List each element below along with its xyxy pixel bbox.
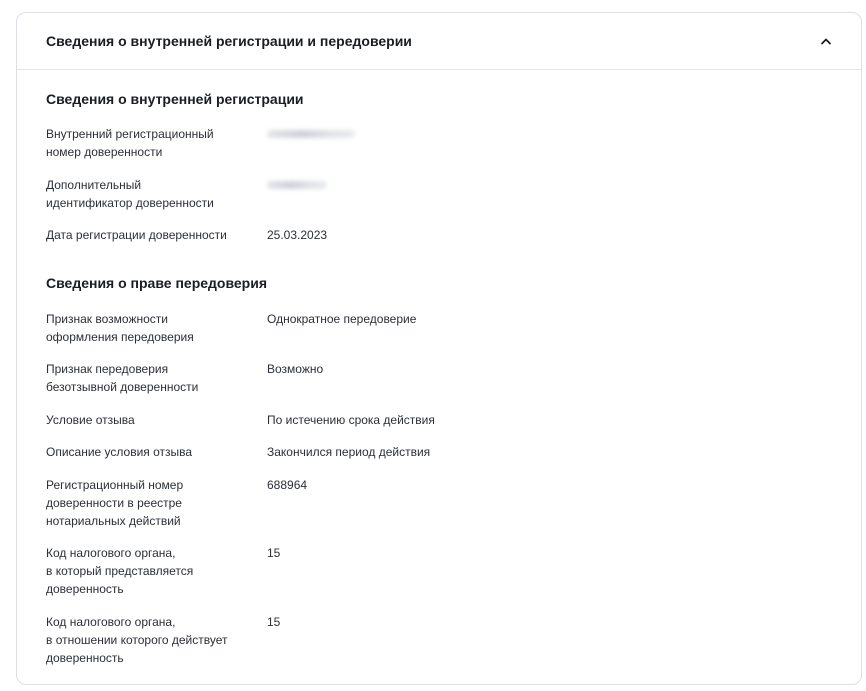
field-label: Условие отзыва: [46, 413, 135, 427]
field-label: Описание условия отзыва: [46, 445, 193, 459]
row-additional-id: [46, 176, 826, 212]
field-value: 15: [267, 615, 281, 629]
panel-header[interactable]: [17, 13, 861, 70]
row-tax-authority-submitted: [46, 544, 826, 598]
field-value: По истечению срока действия: [267, 413, 435, 427]
row-notary-registry-number: [46, 476, 826, 530]
field-value-redacted: [267, 176, 327, 212]
field-label: Регистрационный номер доверенности в реестре нотариальных действий: [46, 478, 184, 528]
field-value: Возможно: [267, 362, 324, 376]
field-value-redacted: [267, 125, 355, 161]
row-internal-number: [46, 125, 826, 161]
field-value: Однократное передоверие: [267, 312, 417, 326]
field-label: Дополнительный идентификатор доверенности: [46, 178, 214, 210]
row-revocation-description: [46, 443, 826, 461]
field-value: Закончился период действия: [267, 445, 431, 459]
row-redelegation-possibility: [46, 310, 826, 346]
field-value: 15: [267, 546, 281, 560]
field-value: 688964: [267, 478, 308, 492]
chevron-up-icon[interactable]: [819, 34, 833, 48]
field-label: Код налогового органа, в отношении которого действует доверенность: [46, 615, 228, 665]
row-tax-authority-acting: [46, 613, 826, 667]
panel-title: Сведения о внутренней регистрации и передоверии: [46, 33, 412, 49]
section-title-redelegation: Сведения о праве передоверия: [46, 275, 267, 291]
field-label: Признак возможности оформления передоверия: [46, 312, 194, 344]
row-revocation-condition: [46, 411, 826, 429]
row-irrevocable-redelegation: [46, 360, 826, 396]
field-label: Внутренний регистрационный номер доверенности: [46, 127, 214, 159]
field-label: Признак передоверия безотзывной доверенности: [46, 362, 199, 394]
field-value: 25.03.2023: [267, 228, 328, 242]
field-label: Код налогового органа, в который представляется доверенность: [46, 546, 194, 596]
row-registration-date: [46, 226, 826, 244]
registration-panel: [16, 12, 862, 685]
field-label: Дата регистрации доверенности: [46, 228, 227, 242]
section-title-internal-registration: Сведения о внутренней регистрации: [46, 91, 304, 107]
